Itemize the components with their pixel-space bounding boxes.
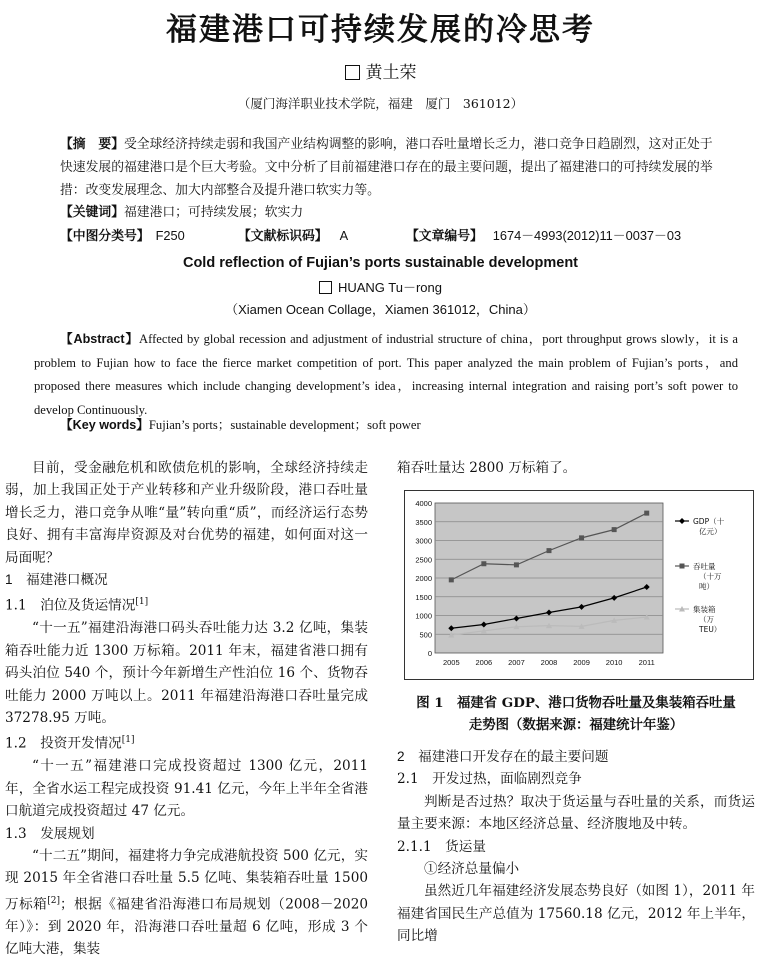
ref-2: [2] bbox=[47, 895, 60, 906]
keywords-cn-label: 【关键词】 bbox=[60, 205, 124, 220]
data-point-1 bbox=[547, 548, 552, 553]
x-tick-label: 2006 bbox=[475, 658, 493, 667]
y-tick-label: 2000 bbox=[415, 574, 432, 583]
y-tick-label: 1500 bbox=[415, 592, 432, 602]
legend-label-0: 亿元） bbox=[699, 527, 722, 536]
section-1-2-paragraph: “十一五”福建港口完成投资超过 1300 亿元，2011 年，全省水运工程完成投资 91.41 亿元，今年上半年全省港口航道完成投资超过 47 亿元。 bbox=[5, 758, 368, 820]
item-1: ①经济总量偏小 bbox=[424, 861, 520, 878]
y-tick-label: 500 bbox=[419, 630, 432, 640]
abstract-cn-line2: 快速发展的福建港口是个巨大考验。文中分析了目前福建港口存在的最主要问题，提出了福建港口的可持续发展的举 bbox=[60, 160, 713, 175]
article-label: 【文章编号】 bbox=[406, 229, 483, 244]
y-tick-label: 2500 bbox=[415, 555, 432, 565]
legend-label-2: （万 bbox=[699, 615, 714, 624]
figure-caption bbox=[397, 692, 755, 736]
abstract-cn-line1: 受全球经济持续走弱和我国产业结构调整的影响，港口吞吐量增长乏力，港口竞争日趋剧烈，这对正处于 bbox=[123, 137, 713, 152]
en-author-box-icon bbox=[319, 281, 332, 294]
affiliation: （厦门海洋职业技术学院，福建 厦门 361012） bbox=[237, 96, 524, 111]
legend-marker-1 bbox=[680, 564, 685, 569]
en-author: HUANG Tu－rong bbox=[337, 280, 443, 295]
legend-label-1: 吞吐量 bbox=[693, 562, 716, 571]
en-abstract bbox=[34, 328, 738, 422]
en-abstract-label: 【Abstract】 bbox=[60, 332, 140, 346]
section-1-3-text-b: ；根据《福建省沿海港口布局规划（2008－2020 年）》：到 2020 年，沿海港口吞吐量超 6 亿吨，形成 3 个亿吨大港，集装 bbox=[5, 896, 368, 958]
section-1-1-paragraph: “十一五”福建沿海港口码头吞吐能力达 3.2 亿吨，集装箱吞吐能力近 1300 万标箱。2011 年末，福建省港口拥有码头泊位 540 个，预计今年新增生产性泊位 16 个、货物吞吐能力 2000 万吨以上。2011 年福建沿海港口吞吐量完成 37278.95 万吨。 bbox=[5, 620, 368, 726]
x-tick-label: 2007 bbox=[508, 658, 525, 667]
ref-1-a: [1] bbox=[135, 597, 149, 608]
section-1-heading: 1 福建港口概况 bbox=[5, 572, 108, 588]
ref-1-b: [1] bbox=[121, 735, 135, 746]
section-2-1-paragraph: 判断是否过热？取决于货运量与吞吐量的关系，而货运量主要来源：本地区经济总量、经济腹地及中转。 bbox=[397, 793, 755, 833]
caption-line-1: 图 1 福建省 GDP、港口货物吞吐量及集装箱吞吐量 bbox=[416, 695, 736, 711]
last-paragraph: 虽然近几年福建经济发展态势良好（如图 1），2011 年福建省国民生产总值为 17560.18 亿元，2012 年上半年，同比增 bbox=[397, 883, 755, 945]
doc-value: A bbox=[339, 228, 349, 243]
abstract-cn-label: 【摘 要】 bbox=[60, 137, 124, 152]
right-column-top bbox=[397, 457, 755, 479]
meta-block bbox=[60, 201, 740, 247]
continued-line: 箱吞吐量达 2800 万标箱了。 bbox=[397, 460, 577, 476]
caption-line-2: 走势图（数据来源：福建统计年鉴） bbox=[468, 717, 684, 733]
section-1-1-heading bbox=[5, 591, 368, 617]
data-point-1 bbox=[481, 561, 486, 566]
x-tick-label: 2008 bbox=[540, 658, 558, 667]
x-tick-label: 2005 bbox=[442, 658, 460, 667]
legend-marker-0 bbox=[679, 518, 685, 524]
section-1-3-heading: 1.3 发展规划 bbox=[5, 825, 95, 842]
section-1-2-heading bbox=[5, 729, 368, 755]
section-1-2-text: 1.2 投资开发情况 bbox=[5, 735, 122, 752]
section-2-1-1-heading: 2.1.1 货运量 bbox=[397, 838, 486, 855]
x-tick-label: 2010 bbox=[605, 658, 623, 667]
en-keywords-label: 【Key words】 bbox=[60, 418, 149, 432]
y-tick-label: 4000 bbox=[415, 499, 432, 508]
data-point-1 bbox=[449, 577, 454, 582]
legend-label-2: TEU） bbox=[699, 625, 722, 634]
data-point-1 bbox=[514, 562, 519, 567]
clc-label: 【中图分类号】 bbox=[60, 229, 150, 244]
section-2-heading: 2 福建港口开发存在的最主要问题 bbox=[397, 749, 609, 764]
paper-title: 福建港口可持续发展的冷思考 bbox=[166, 12, 595, 48]
section-1-3-paragraph bbox=[5, 845, 368, 961]
legend-label-2: 集装箱 bbox=[693, 605, 716, 614]
keywords-cn-value: 福建港口；可持续发展；软实力 bbox=[123, 205, 304, 220]
en-title: Cold reflection of Fujian’s ports sustainable development bbox=[182, 255, 579, 271]
abstract-cn-line3: 措：改变发展理念、加大内部整合及提升港口软实力等。 bbox=[60, 183, 380, 198]
data-point-1 bbox=[612, 527, 617, 532]
abstract-cn bbox=[60, 133, 740, 202]
data-point-1 bbox=[579, 535, 584, 540]
y-tick-label: 1000 bbox=[415, 611, 432, 621]
doc-label: 【文献标识码】 bbox=[238, 229, 328, 244]
en-affiliation: （Xiamen Ocean Collage，Xiamen 361012，China） bbox=[225, 302, 536, 317]
intro-paragraph: 目前，受金融危机和欧债危机的影响，全球经济持续走弱，加上我国正处于产业转移和产业升级阶段，港口吞吐量增长乏力，港口竞争从唯“量”转向重“质”，而经济运行态势良好、拥有丰富海岸资源及对台优势的福建，如何面对这一局面呢？ bbox=[5, 460, 368, 566]
clc-value: F250 bbox=[155, 228, 185, 243]
data-point-1 bbox=[644, 511, 649, 516]
chart-svg bbox=[405, 491, 753, 679]
figure-1 bbox=[404, 490, 754, 680]
x-tick-label: 2011 bbox=[638, 658, 655, 667]
left-column bbox=[5, 457, 368, 961]
article-value: 1674－4993(2012)11－0037－03 bbox=[492, 228, 682, 243]
en-abstract-text: Affected by global recession and adjustment of industrial structure of china，port throughput grows slowly，it is a problem to Fujian how to face the fierce market competition of port. This paper analyzed the main problem of Fujian’s ports，and proposed there measures which include changing development’s idea，increasing internal integration and raising port’s soft power to develop Continuously. bbox=[34, 332, 738, 417]
legend-label-1: （十万 bbox=[699, 572, 722, 581]
en-keywords-text: Fujian’s ports；sustainable development；soft power bbox=[148, 418, 421, 432]
section-2-1-heading: 2.1 开发过热，面临剧烈竞争 bbox=[397, 771, 582, 788]
right-column-bottom bbox=[397, 746, 755, 948]
section-1-1-text: 1.1 泊位及货运情况 bbox=[5, 597, 136, 614]
en-keywords bbox=[60, 414, 740, 433]
author-name: 黄土荣 bbox=[365, 63, 417, 83]
legend-label-0: GDP（十 bbox=[693, 517, 725, 526]
author-line bbox=[0, 58, 761, 83]
y-tick-label: 3000 bbox=[415, 536, 432, 546]
y-tick-label: 3500 bbox=[415, 517, 432, 527]
y-tick-label: 0 bbox=[427, 649, 432, 658]
legend-label-1: 吨） bbox=[699, 582, 714, 591]
section-1-3-text-a: “十二五”期间，福建将力争完成港航投资 500 亿元，实现 2015 年全省港口吞吐量 5.5 亿吨、集装箱吞吐量 1500 万标箱 bbox=[5, 847, 368, 913]
author-box-icon bbox=[345, 65, 360, 80]
x-tick-label: 2009 bbox=[573, 658, 590, 667]
en-author-line bbox=[0, 277, 761, 296]
